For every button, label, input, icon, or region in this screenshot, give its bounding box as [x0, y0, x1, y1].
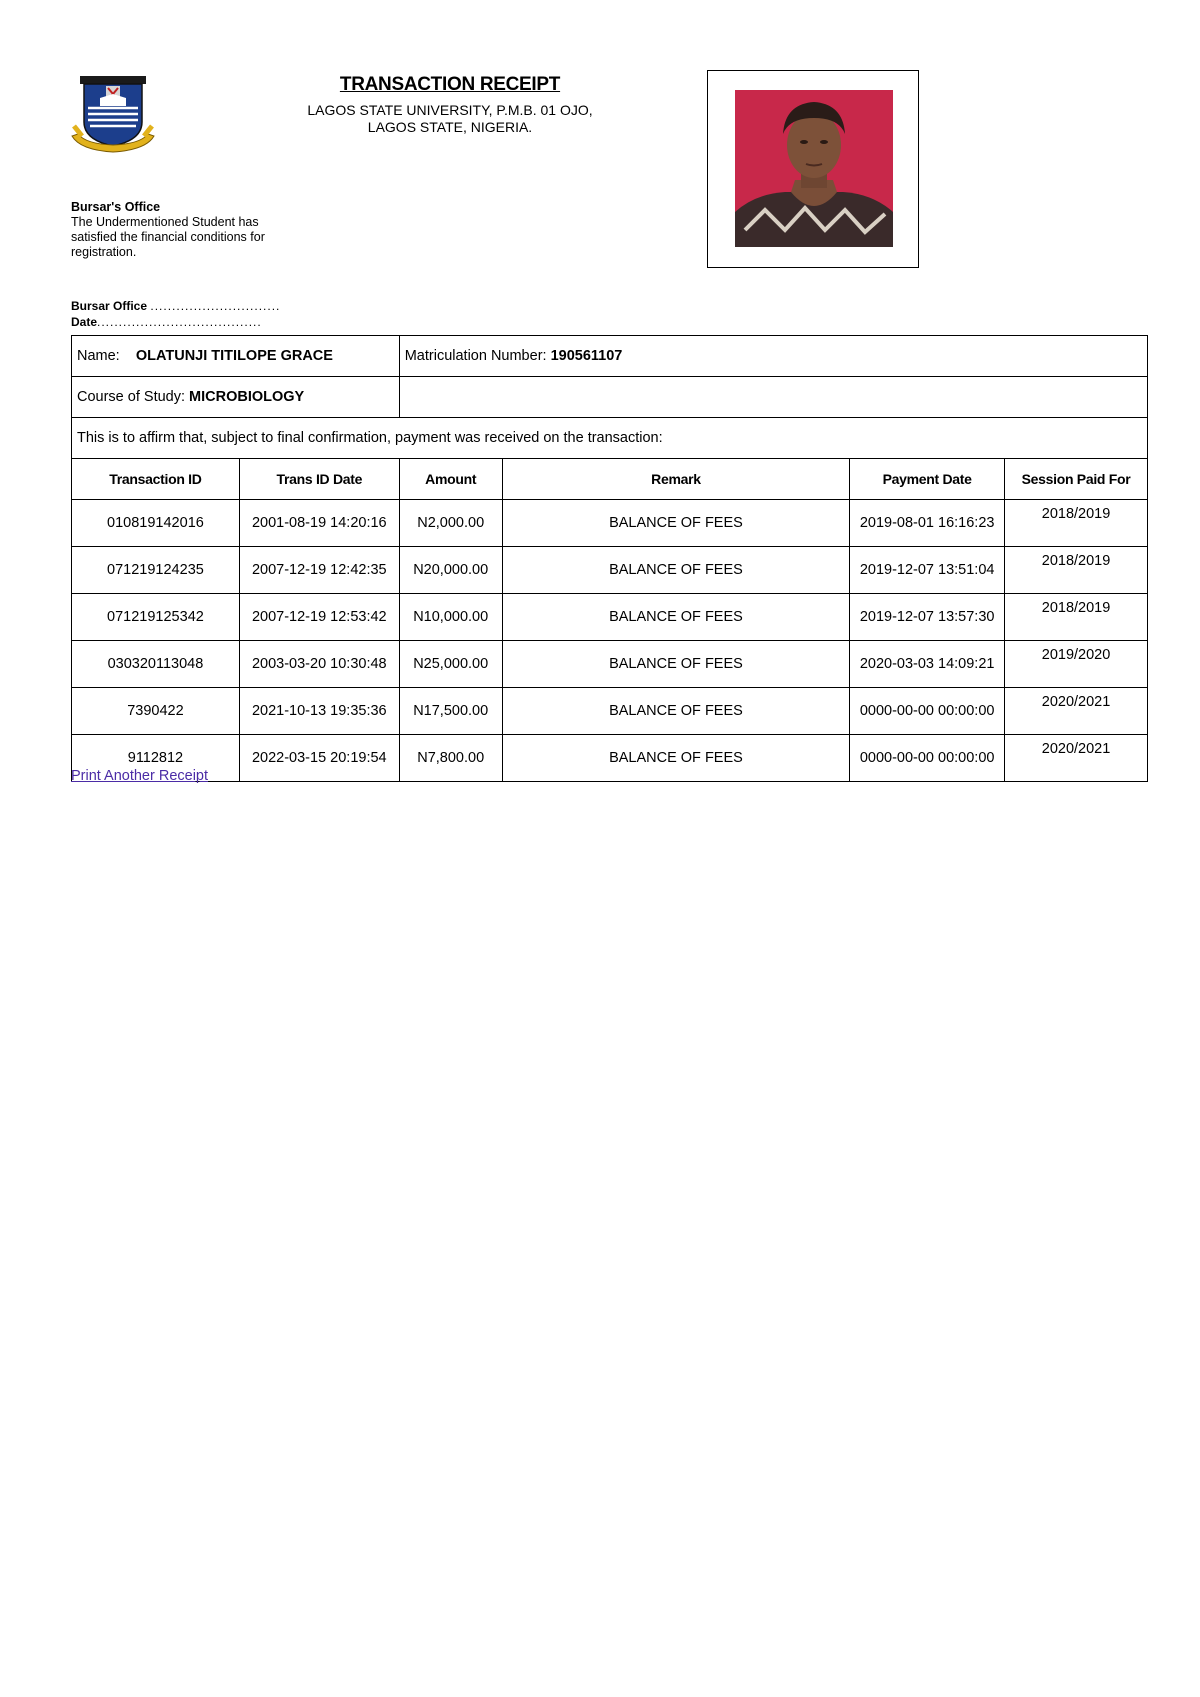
remark: BALANCE OF FEES — [502, 500, 850, 547]
address-line-1: LAGOS STATE UNIVERSITY, P.M.B. 01 OJO, — [307, 102, 593, 118]
transaction-id: 9112812 — [72, 735, 240, 782]
transaction-id: 030320113048 — [72, 641, 240, 688]
trans-id-date: 2021-10-13 19:35:36 — [239, 688, 399, 735]
print-another-receipt-link[interactable]: Print Another Receipt — [71, 768, 209, 784]
student-name: OLATUNJI TITILOPE GRACE — [135, 348, 333, 364]
bursar-office-title: Bursar's Office — [71, 200, 161, 214]
amount: N10,000.00 — [399, 594, 502, 641]
table-row — [72, 641, 1148, 688]
remark: BALANCE OF FEES — [502, 688, 850, 735]
trans-id-date: 2007-12-19 12:42:35 — [239, 547, 399, 594]
session-paid-for: 2020/2021 — [1005, 735, 1148, 782]
receipt-header — [260, 74, 640, 136]
address-line-2: LAGOS STATE, NIGERIA. — [367, 119, 533, 135]
trans-id-date: 2007-12-19 12:53:42 — [239, 594, 399, 641]
affirm-text: This is to affirm that, subject to final confirmation, payment was received on the transaction: — [72, 418, 1148, 459]
bursar-office-label: Bursar Office — [71, 299, 148, 313]
matric-label: Matriculation Number: — [404, 348, 547, 364]
date-sign-line — [71, 314, 280, 330]
name-label: Name: — [77, 348, 120, 364]
date-label: Date — [71, 315, 98, 329]
signature-block — [71, 298, 280, 330]
bursar-statement-text: The Undermentioned Student has satisfied the financial conditions for registration. — [71, 215, 265, 259]
course-label: Course of Study: — [77, 389, 185, 405]
transaction-id: 7390422 — [72, 688, 240, 735]
table-row — [72, 500, 1148, 547]
remark: BALANCE OF FEES — [502, 594, 850, 641]
receipt-table — [71, 335, 1148, 782]
name-cell — [72, 336, 400, 377]
amount: N17,500.00 — [399, 688, 502, 735]
transaction-id: 010819142016 — [72, 500, 240, 547]
bursar-statement — [71, 200, 301, 260]
remark: BALANCE OF FEES — [502, 547, 850, 594]
column-header: Session Paid For — [1005, 459, 1148, 500]
table-row — [72, 688, 1148, 735]
table-row — [72, 547, 1148, 594]
transaction-id: 071219124235 — [72, 547, 240, 594]
amount: N20,000.00 — [399, 547, 502, 594]
table-row — [72, 594, 1148, 641]
payment-date: 2020-03-03 14:09:21 — [850, 641, 1005, 688]
session-paid-for: 2020/2021 — [1005, 688, 1148, 735]
session-paid-for: 2018/2019 — [1005, 500, 1148, 547]
course-name: MICROBIOLOGY — [189, 389, 305, 405]
trans-id-date: 2022-03-15 20:19:54 — [239, 735, 399, 782]
student-photo — [735, 90, 893, 247]
column-header: Trans ID Date — [239, 459, 399, 500]
remark: BALANCE OF FEES — [502, 735, 850, 782]
student-photo-frame — [707, 70, 919, 268]
payment-date: 0000-00-00 00:00:00 — [850, 735, 1005, 782]
bursar-office-sign-line — [71, 298, 280, 314]
column-header: Payment Date — [850, 459, 1005, 500]
column-header: Amount — [399, 459, 502, 500]
affirm-row — [72, 418, 1148, 459]
remark: BALANCE OF FEES — [502, 641, 850, 688]
empty-cell — [399, 377, 1147, 418]
trans-id-date: 2001-08-19 14:20:16 — [239, 500, 399, 547]
course-row — [72, 377, 1148, 418]
student-name-row — [72, 336, 1148, 377]
column-header: Transaction ID — [72, 459, 240, 500]
university-address — [260, 102, 640, 136]
column-header: Remark — [502, 459, 850, 500]
session-paid-for: 2019/2020 — [1005, 641, 1148, 688]
course-cell — [72, 377, 400, 418]
payment-date: 2019-12-07 13:51:04 — [850, 547, 1005, 594]
university-crest-logo — [70, 74, 156, 156]
payment-date: 0000-00-00 00:00:00 — [850, 688, 1005, 735]
matric-cell — [399, 336, 1147, 377]
bursar-office-dots: .............................. — [150, 299, 281, 313]
amount: N25,000.00 — [399, 641, 502, 688]
trans-id-date: 2003-03-20 10:30:48 — [239, 641, 399, 688]
amount: N7,800.00 — [399, 735, 502, 782]
date-dots: ...................................... — [97, 315, 262, 329]
table-header-row — [72, 459, 1148, 500]
session-paid-for: 2018/2019 — [1005, 594, 1148, 641]
session-paid-for: 2018/2019 — [1005, 547, 1148, 594]
page-title: TRANSACTION RECEIPT — [339, 74, 561, 95]
amount: N2,000.00 — [399, 500, 502, 547]
transaction-id: 071219125342 — [72, 594, 240, 641]
table-row — [72, 735, 1148, 782]
payment-date: 2019-08-01 16:16:23 — [850, 500, 1005, 547]
payment-date: 2019-12-07 13:57:30 — [850, 594, 1005, 641]
matric-number: 190561107 — [550, 348, 623, 364]
